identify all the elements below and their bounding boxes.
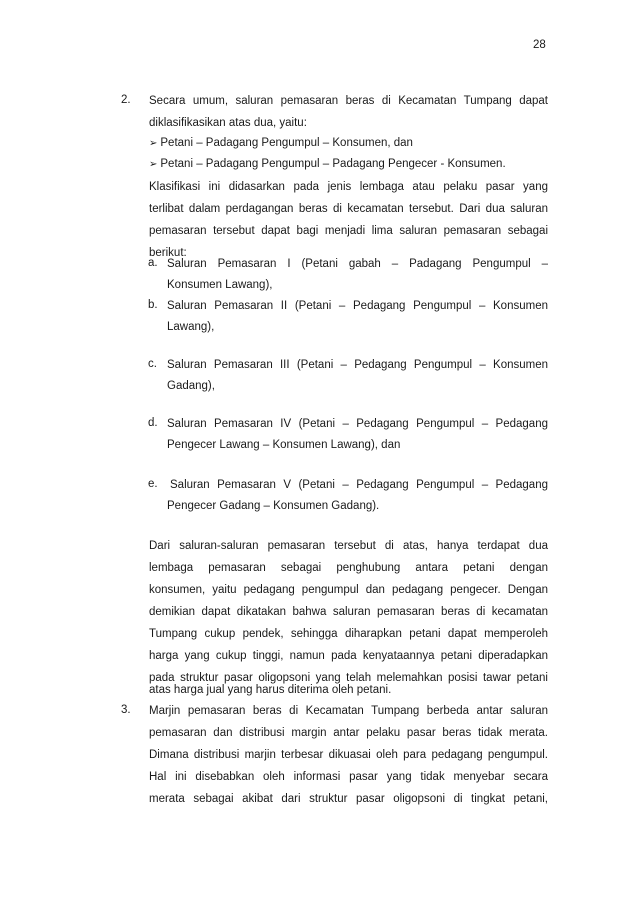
conclusion-line-2: lembaga pemasaran sebagai penghubung antara petani dengan: [149, 562, 548, 574]
conclusion-line-5: Tumpang cukup pendek, sehingga diharapkan petani dapat memperoleh: [149, 628, 548, 640]
classification-line-3: pemasaran tersebut dapat bagi menjadi lima saluran pemasaran sebagai: [149, 225, 548, 237]
channel-c-line-2: Gadang),: [167, 380, 215, 392]
channel-e-line-2: Pengecer Gadang – Konsumen Gadang).: [167, 500, 380, 512]
channel-d-line-2: Pengecer Lawang – Konsumen Lawang), dan: [167, 439, 401, 451]
channel-b-letter: b.: [148, 299, 158, 311]
channel-a-letter: a.: [148, 257, 158, 269]
classification-line-4: berikut:: [149, 247, 187, 259]
arrow-bullet-icon: ➢: [149, 138, 158, 149]
bullet-text: Petani – Padagang Pengumpul – Konsumen, dan: [160, 137, 413, 149]
channel-c-letter: c.: [148, 358, 157, 370]
channel-b-line-1: Saluran Pemasaran II (Petani – Pedagang Pengumpul – Konsumen: [167, 300, 548, 312]
item-3-line-1: Marjin pemasaran beras di Kecamatan Tumpang berbeda antar saluran: [149, 705, 548, 717]
item-3-number: 3.: [121, 704, 131, 716]
item-3-line-2: pemasaran dan distribusi margin antar pelaku pasar beras tidak merata.: [149, 727, 548, 739]
arrow-bullet-icon: ➢: [149, 159, 158, 170]
classification-line-2: terlibat dalam perdagangan beras di kecamatan tersebut. Dari dua saluran: [149, 203, 548, 215]
conclusion-line-1: Dari saluran-saluran pemasaran tersebut di atas, hanya terdapat dua: [149, 540, 548, 552]
conclusion-line-8: atas harga jual yang harus diterima oleh petani.: [149, 684, 392, 696]
channel-a-line-2: Konsumen Lawang),: [167, 279, 273, 291]
conclusion-line-3: konsumen, yaitu pedagang pengumpul dan pedagang pengecer. Dengan: [149, 584, 548, 596]
bullet-item-1: [149, 137, 413, 149]
item-2-intro-line-1: Secara umum, saluran pemasaran beras di Kecamatan Tumpang dapat: [149, 95, 548, 107]
item-2-intro-line-2: diklasifikasikan atas dua, yaitu:: [149, 117, 307, 129]
bullet-item-2: [149, 158, 506, 170]
channel-a-line-1: Saluran Pemasaran I (Petani gabah – Padagang Pengumpul –: [167, 258, 548, 270]
channel-d-line-1: Saluran Pemasaran IV (Petani – Pedagang Pengumpul – Pedagang: [167, 418, 548, 430]
item-3-line-4: Hal ini disebabkan oleh informasi pasar yang tidak menyebar secara: [149, 771, 548, 783]
bullet-text: Petani – Padagang Pengumpul – Padagang Pengecer - Konsumen.: [160, 158, 506, 170]
conclusion-line-6: harga yang cukup tinggi, namun pada kenyataannya petani diperadapkan: [149, 650, 548, 662]
item-3-line-5: merata sebagai akibat dari struktur pasar oligopsoni di tingkat petani,: [149, 793, 548, 805]
conclusion-line-7: pada struktur pasar oligopsoni yang telah melemahkan posisi tawar petani: [149, 672, 548, 684]
classification-line-1: Klasifikasi ini didasarkan pada jenis lembaga atau pelaku pasar yang: [149, 181, 548, 193]
channel-e-letter: e.: [148, 478, 158, 490]
item-3-line-3: Dimana distribusi marjin terbesar dikuasai oleh para pedagang pengumpul.: [149, 749, 548, 761]
item-2-number: 2.: [121, 94, 131, 106]
page-number: 28: [533, 39, 546, 51]
channel-e-line-1: Saluran Pemasaran V (Petani – Pedagang Pengumpul – Pedagang: [170, 479, 548, 491]
channel-d-letter: d.: [148, 417, 158, 429]
conclusion-line-4: demikian dapat dikatakan bahwa saluran pemasaran beras di kecamatan: [149, 606, 548, 618]
channel-b-line-2: Lawang),: [167, 321, 215, 333]
channel-c-line-1: Saluran Pemasaran III (Petani – Pedagang Pengumpul – Konsumen: [167, 359, 548, 371]
